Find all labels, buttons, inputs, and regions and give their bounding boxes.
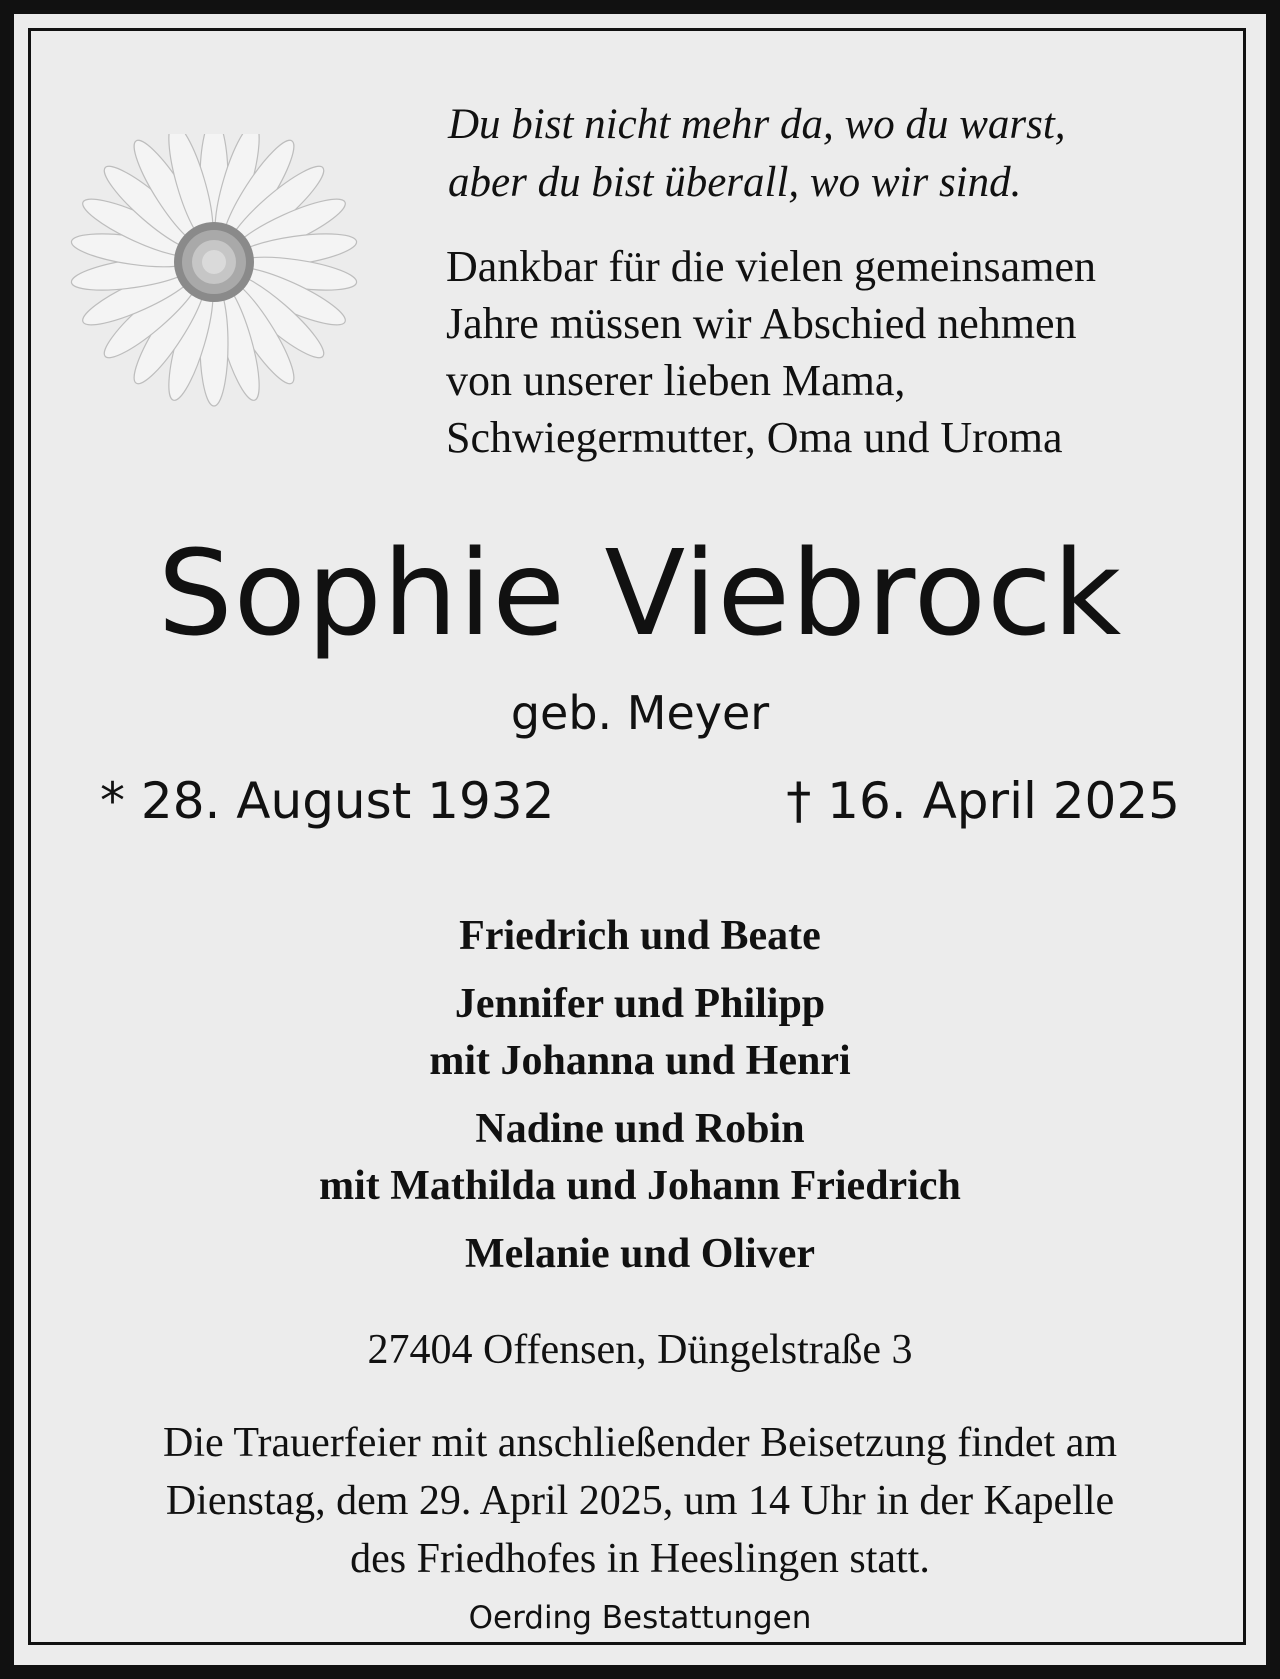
- family-line: mit Johanna und Henri: [429, 1038, 851, 1084]
- funeral-line: Die Trauerfeier mit anschließender Beisetzung findet am: [162, 1420, 1118, 1466]
- undertaker-name: Oerding Bestattungen: [468, 1600, 812, 1636]
- intro-line: Jahre müssen wir Abschied nehmen: [446, 299, 1077, 348]
- deceased-name: Sophie Viebrock: [157, 524, 1123, 662]
- family-line: Jennifer und Philipp: [454, 981, 826, 1027]
- intro-line: Dankbar für die vielen gemeinsamen: [446, 242, 1096, 291]
- family-line: Melanie und Oliver: [465, 1231, 815, 1277]
- quote-line: aber du bist überall, wo wir sind.: [448, 159, 1022, 206]
- address: 27404 Offensen, Düngelstraße 3: [367, 1327, 913, 1373]
- family-group: [0, 976, 1280, 1090]
- family-list: [0, 908, 1280, 1294]
- intro-line: von unserer lieben Mama,: [446, 356, 906, 405]
- intro-line: Schwiegermutter, Oma und Uroma: [446, 413, 1063, 462]
- quote-line: Du bist nicht mehr da, wo du warst,: [448, 101, 1066, 148]
- death-date: † 16. April 2025: [786, 772, 1180, 830]
- family-group: [0, 908, 1280, 965]
- birth-date: * 28. August 1932: [100, 772, 555, 830]
- family-group: [0, 1101, 1280, 1215]
- quote: [448, 96, 1208, 212]
- family-line: mit Mathilda und Johann Friedrich: [319, 1163, 961, 1209]
- funeral-line: Dienstag, dem 29. April 2025, um 14 Uhr in der Kapelle: [165, 1478, 1115, 1524]
- family-line: Nadine und Robin: [475, 1106, 805, 1152]
- life-dates: [100, 772, 1180, 830]
- maiden-name: geb. Meyer: [510, 686, 770, 740]
- daisy-flower-icon: [64, 134, 364, 434]
- family-line: Friedrich und Beate: [459, 913, 821, 959]
- intro-text: [446, 238, 1226, 466]
- funeral-details: [0, 1414, 1280, 1588]
- funeral-line: des Friedhofes in Heeslingen statt.: [350, 1536, 930, 1582]
- family-group: [0, 1226, 1280, 1283]
